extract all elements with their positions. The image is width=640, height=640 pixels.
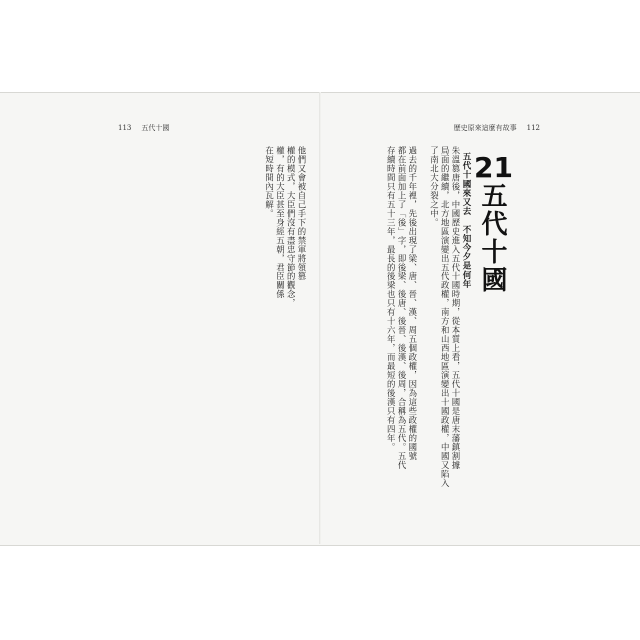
right-text-column: 朱溫篡唐後，中國歷史進入五代十國時期，從本質上看，五代十國是唐末藩鎮割據	[451, 146, 461, 470]
chapter-title: 五代十國	[477, 182, 507, 294]
right-page-number: 112	[526, 124, 540, 132]
right-text-column: 都在前面加上了「後」字，即後梁、後唐、後晉、後漢、後周，合稱為五代。五代	[397, 146, 408, 470]
right-running-head	[454, 124, 540, 132]
right-text-column: 過去的千年裡，先後出現了梁、唐、晉、漢、周五個政權，因為這些政權的國號	[407, 146, 418, 461]
chapter-number: 21	[474, 151, 513, 184]
left-running-head	[118, 124, 169, 132]
chapter-subtitle: 五代十國來又去 不知今夕是何年	[461, 152, 471, 289]
chapter-title-block	[461, 146, 513, 518]
right-page	[334, 146, 513, 518]
paragraph-break	[418, 146, 428, 518]
right-running-title: 歷史原來這麼有故事	[453, 124, 517, 132]
right-text-column: 存續時間只有五十三年，最長的後梁也只有十六年，而最短的後漢只有四年。	[386, 146, 397, 452]
left-page	[120, 146, 306, 518]
left-page-number: 113	[118, 124, 132, 132]
left-text-column: 他們又會被自己手下的禁軍將領篡	[297, 146, 307, 281]
left-running-title: 五代十國	[141, 124, 170, 132]
left-text-column: 在短時間內瓦解。	[264, 146, 275, 218]
right-text-column: 了南北大分裂之中。	[429, 146, 440, 227]
left-text-column: 權的模式，大臣們沒有盡忠守節的觀念，	[286, 146, 297, 308]
book-gutter	[319, 92, 321, 544]
left-text-column: 權，有的大臣甚至身經五朝，君臣關係	[275, 146, 286, 299]
right-text-column: 局面的繼續，北方地區演變出五代政權，南方和山西地區演變出十國政權，中國又陷入	[440, 146, 451, 488]
